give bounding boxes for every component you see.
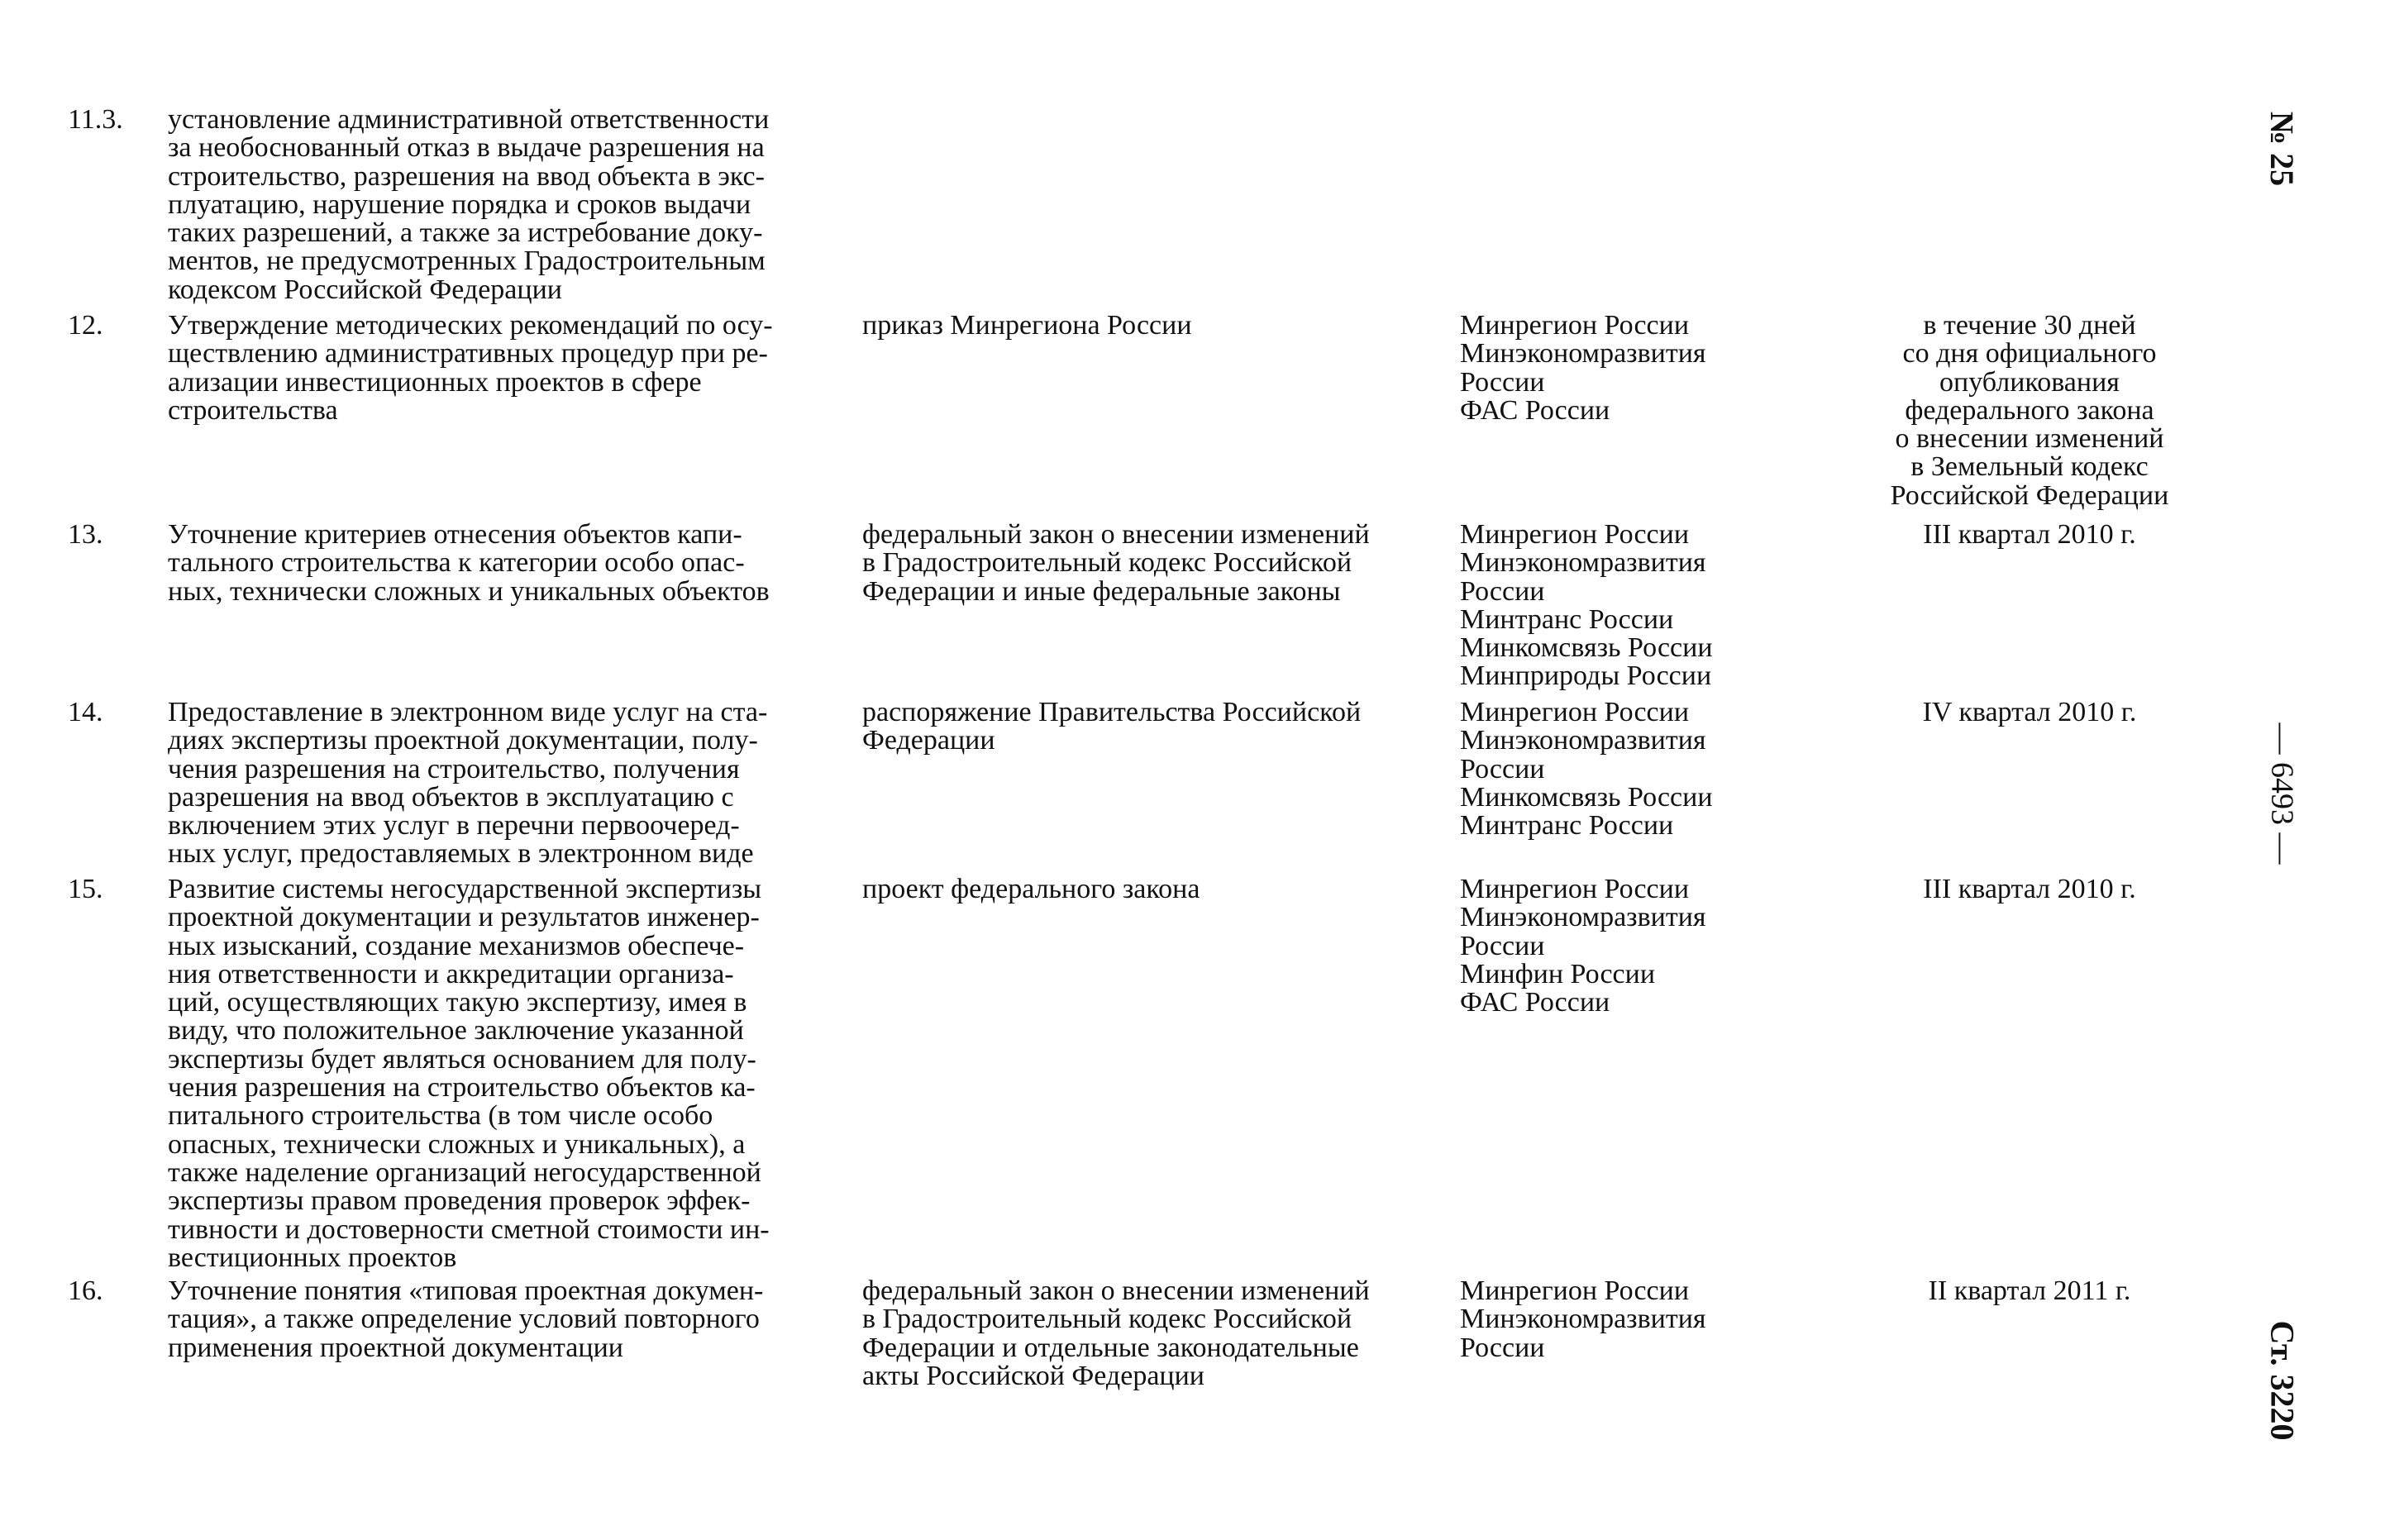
item-term: IV квартал 2010 г.	[1922, 697, 2137, 727]
item-description: Предоставление в электронном виде услуг на ста- диях экспертизы проектной документации, полу- чения разрешения на строительство, получения разрешения на ввод объектов в эксплуатацию с включением этих услуг в перечни первоочеред- ных услуг, предоставляемых в электронном виде	[168, 697, 768, 870]
item-form: федеральный закон о внесении изменений в Градостроительный кодекс Российской Федерации и иные федеральные законы	[862, 519, 1370, 607]
item-responsible: Минрегион России Минэкономразвития России	[1460, 1275, 1706, 1363]
item-description: установление административной ответственности за необоснованный отказ в выдаче разрешения на строительство, разрешения на ввод объекта в экс- плуатацию, нарушение порядка и сроков выдачи таких разрешений, а также за истребование доку- ментов, не предусмотренных Градостроительным кодексом Российской Федерации	[168, 104, 770, 305]
item-description: Развитие системы негосударственной экспертизы проектной документации и результатов инженер- ных изысканий, создание механизмов обеспече- ния ответственности и аккредитации организа- ций, осуществляющих такую экспертизу, имея в виду, что положительное заключение указанной экспертизы будет являться основанием для полу- чения разрешения на строительство объектов ка- питального строительства (в том числе особо опасных, технически сложных и уникальных), а также наделение организаций негосударственной экспертизы правом проведения проверок эффек- тивности и достоверности сметной стоимости ин- вестиционных проектов	[168, 874, 770, 1273]
issue-number	[2232, 111, 2331, 187]
item-form: проект федерального закона	[862, 874, 1200, 904]
item-description: Утверждение методических рекомендаций по осу- ществлению административных процедур при ре- ализации инвестиционных проектов в сфере строительства	[168, 310, 773, 426]
item-term: III квартал 2010 г.	[1923, 519, 2136, 550]
item-number: 12.	[68, 310, 103, 341]
item-term: в течение 30 дней со дня официального опубликования федерального закона о внесении изменений в Земельный кодекс Российской Федерации	[1890, 310, 2169, 511]
item-number: 13.	[68, 519, 103, 550]
item-form: приказ Минрегиона России	[862, 310, 1192, 341]
article-number-text: Ст. 3220	[2263, 1320, 2301, 1441]
item-number: 16.	[68, 1275, 103, 1306]
item-number: 11.3.	[68, 104, 123, 135]
item-number: 15.	[68, 874, 103, 904]
item-responsible: Минрегион России Минэкономразвития России Минтранс России Минкомсвязь России Минприроды России	[1460, 519, 1713, 692]
item-form: федеральный закон о внесении изменений в Градостроительный кодекс Российской Федерации и отдельные законодательные акты Российской Федерации	[862, 1275, 1370, 1391]
item-term: II квартал 2011 г.	[1928, 1275, 2131, 1306]
article-number	[2232, 1320, 2331, 1441]
page-number	[2232, 722, 2331, 865]
item-responsible: Минрегион России Минэкономразвития России ФАС России	[1460, 310, 1706, 426]
item-form: распоряжение Правительства Российской Федерации	[862, 697, 1362, 756]
issue-number-text: № 25	[2263, 111, 2301, 187]
item-number: 14.	[68, 697, 103, 727]
item-description: Уточнение понятия «типовая проектная докумен- тация», а также определение условий повторного применения проектной документации	[168, 1275, 764, 1363]
item-description: Уточнение критериев отнесения объектов капи- тального строительства к категории особо опас- ных, технически сложных и уникальных объектов	[168, 519, 770, 607]
page-number-text: — 6493 —	[2264, 722, 2299, 865]
item-term: III квартал 2010 г.	[1923, 874, 2136, 904]
item-responsible: Минрегион России Минэкономразвития России Минфин России ФАС России	[1460, 874, 1706, 1018]
item-responsible: Минрегион России Минэкономразвития России Минкомсвязь России Минтранс России	[1460, 697, 1713, 842]
